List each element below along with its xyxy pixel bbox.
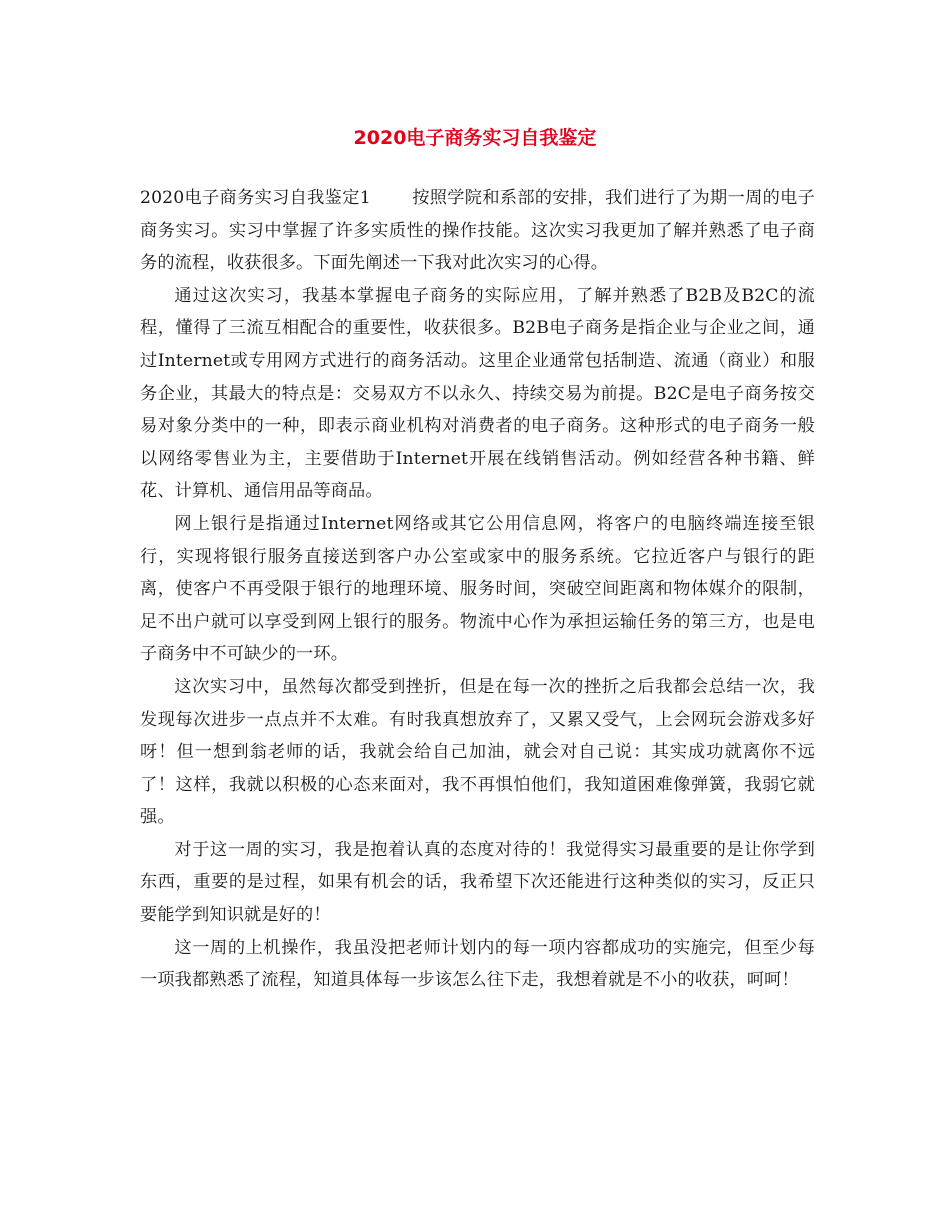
document-title: 2020电子商务实习自我鉴定 <box>353 127 597 149</box>
paragraph: 网上银行是指通过Internet网络或其它公用信息网，将客户的电脑终端连接至银行，实现将银行服务直接送到客户办公室或家中的服务系统。它拉近客户与银行的距离，使客户不再受限于银行的地理环境、服务时间，突破空间距离和物体媒介的限制，足不出户就可以享受到网上银行的服务。物流中心作为承担运输任务的第三方，也是电子商务中不可缺少的一环。 <box>140 513 815 665</box>
paragraph: 这一周的上机操作，我虽没把老师计划内的每一项内容都成功的实施完，但至少每一项我都熟悉了流程，知道具体每一步该怎么往下走，我想着就是不小的收获，呵呵！ <box>140 937 815 991</box>
paragraph-text: 按照学院和系部的安排，我们进行了为期一周的电子商务实习。实习中掌握了许多实质性的操作技能。这次实习我更加了解并熟悉了电子商务的流程，收获很多。下面先阐述一下我对此次实习的心得。 <box>140 188 815 274</box>
paragraph: 通过这次实习，我基本掌握电子商务的实际应用，了解并熟悉了B2B及B2C的流程，懂得了三流互相配合的重要性，收获很多。B2B电子商务是指企业与企业之间，通过Internet或专用网方式进行的商务活动。这里企业通常包括制造、流通（商业）和服务企业，其最大的特点是：交易双方不以永久、持续交易为前提。B2C是电子商务按交易对象分类中的一种，即表示商业机构对消费者的电子商务。这种形式的电子商务一般以网络零售业为主，主要借助于Internet开展在线销售活动。例如经营各种书籍、鲜花、计算机、通信用品等商品。 <box>140 285 815 502</box>
paragraph: 对于这一周的实习，我是抱着认真的态度对待的！我觉得实习最重要的是让你学到东西，重要的是过程，如果有机会的话，我希望下次还能进行这种类似的实习，反正只要能学到知识就是好的！ <box>140 839 815 926</box>
section-heading: 2020电子商务实习自我鉴定1 <box>140 188 371 208</box>
paragraph-intro <box>140 182 815 280</box>
paragraph: 这次实习中，虽然每次都受到挫折，但是在每一次的挫折之后我都会总结一次，我发现每次进步一点点并不太难。有时我真想放弃了，又累又受气，上会网玩会游戏多好呀！但一想到翁老师的话，我就会给自己加油，就会对自己说：其实成功就离你不远了！这样，我就以积极的心态来面对，我不再惧怕他们，我知道困难像弹簧，我弱它就强。 <box>140 676 815 828</box>
document-body <box>140 182 815 997</box>
